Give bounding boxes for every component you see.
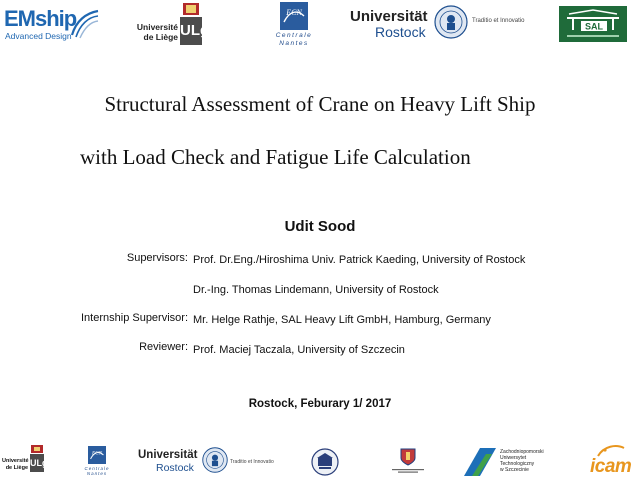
liege-seal-icon [181, 2, 201, 16]
ecn-emblem-icon [280, 2, 308, 30]
rostock-seal-icon [434, 5, 468, 39]
emship-wave-icon [68, 7, 100, 39]
presentation-date: Rostock, Feburary 1/ 2017 [248, 398, 392, 410]
maritime-crest-logo [388, 448, 428, 476]
zut-line-3: Technologiczny [500, 461, 535, 467]
title-line-2: with Load Check and Fatigue Life Calculation [80, 145, 471, 169]
zut-line-4: w Szczecinie [500, 467, 529, 473]
title-line-1: Structural Assessment of Crane on Heavy Lift Ship [104, 92, 536, 116]
svg-text:ECN: ECN [92, 450, 102, 457]
sal-mark: SAL [585, 21, 603, 32]
icam-logo [588, 444, 638, 478]
ecn-emblem-small-icon [88, 446, 106, 464]
centrale-line-2: Nantes [279, 40, 309, 47]
zut-line-1: Zachodniopomorski [500, 449, 544, 455]
credit-role-supervisors: Supervisors: [126, 252, 188, 264]
crest-caption-icon [388, 468, 428, 474]
sal-logo [559, 6, 627, 42]
liege-small-line-1: Université [2, 458, 29, 464]
shield-crest-icon [400, 448, 416, 466]
liege-line-2: de Liège [143, 32, 178, 42]
centrale-small-line-2: Nantes [86, 471, 108, 476]
credit-role-reviewer: Reviewer: [139, 341, 188, 353]
rostock-small-tagline: Traditio et Innovatio [230, 459, 274, 465]
author-name: Udit Sood [284, 218, 356, 235]
liege-mark: ULg [180, 17, 202, 45]
centrale-line-1: Centrale [275, 32, 313, 39]
svg-text:ECN: ECN [286, 8, 302, 17]
liege-small-line-2: de Liège [5, 464, 28, 471]
liege-logo [136, 2, 212, 48]
zut-logo [462, 446, 562, 478]
emship-logo-subtitle: Advanced Design [5, 31, 72, 41]
icam-mark: icam [590, 456, 632, 477]
credit-name-reviewer: Prof. Maciej Taczala, University of Szczecin [193, 344, 405, 356]
centrale-nantes-logo-small [80, 446, 114, 478]
liege-small-mark: ULg [30, 454, 44, 472]
rostock-logo-small [138, 446, 278, 476]
credit-role-internship-supervisor: Internship Supervisor: [81, 312, 188, 324]
emship-logo [4, 6, 100, 42]
rostock-small-line-1: Universität [138, 449, 198, 461]
rostock-seal-small-icon [202, 447, 228, 473]
emship-logo-text: EMship [4, 6, 77, 31]
centrale-nantes-logo [268, 2, 320, 52]
rostock-line-1: Universität [350, 8, 428, 25]
rostock-line-2: Rostock [375, 24, 426, 40]
centrale-small-line-1: Centrale [84, 466, 110, 471]
liege-line-1: Université [136, 22, 178, 32]
rostock-tagline: Traditio et Innovatio [472, 18, 525, 24]
credit-name-supervisor-2: Dr.-Ing. Thomas Lindemann, University of Rostock [193, 284, 439, 296]
zut-line-2: Uniwersytet [500, 455, 527, 461]
zut-mark-icon [462, 446, 498, 478]
szczecin-university-seal-icon [310, 448, 340, 476]
liege-seal-small-icon [31, 445, 43, 453]
liege-logo-small [2, 444, 48, 476]
rostock-small-line-2: Rostock [156, 462, 194, 474]
credit-name-internship-supervisor: Mr. Helge Rathje, SAL Heavy Lift GmbH, Hamburg, Germany [193, 314, 491, 326]
rostock-logo [350, 4, 530, 44]
credit-name-supervisor-1: Prof. Dr.Eng./Hiroshima Univ. Patrick Kaeding, University of Rostock [193, 254, 526, 266]
